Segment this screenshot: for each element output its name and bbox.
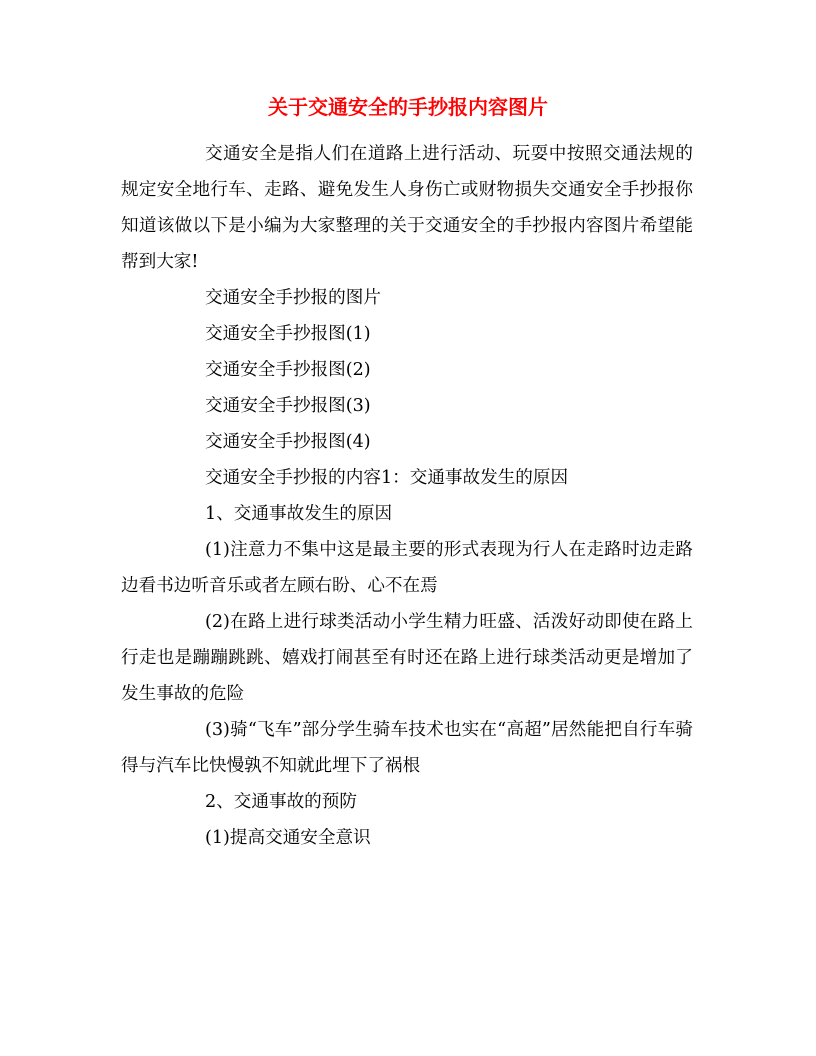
document-title: 关于交通安全的手抄报内容图片 (268, 95, 548, 119)
paragraph-cause-1: (1)注意力不集中这是最主要的形式表现为行人在走路时边走路边看书边听音乐或者左顾右盼、心不在焉 (121, 540, 693, 596)
paragraph-picture-2: 交通安全手抄报图(2) (205, 360, 371, 380)
paragraph-cause-3: (3)骑“飞车”部分学生骑车技术也实在“高超”居然能把自行车骑得与汽车比快慢孰不知就此埋下了祸根 (121, 720, 693, 776)
paragraph-picture-1: 交通安全手抄报图(1) (205, 324, 371, 344)
paragraph-prevention-1: (1)提高交通安全意识 (205, 828, 371, 848)
intro-paragraph: 交通安全是指人们在道路上进行活动、玩耍中按照交通法规的规定安全地行车、走路、避免发生人身伤亡或财物损失交通安全手抄报你知道该做以下是小编为大家整理的关于交通安全的手抄报内容图片希望能帮到大家! (121, 144, 693, 272)
paragraph-pictures-heading: 交通安全手抄报的图片 (205, 288, 381, 308)
paragraph-picture-3: 交通安全手抄报图(3) (205, 396, 371, 416)
paragraph-content-1: 交通安全手抄报的内容1：交通事故发生的原因 (205, 468, 569, 488)
section-heading-prevention: 2、交通事故的预防 (205, 792, 357, 812)
document-body (121, 136, 693, 856)
section-heading-causes: 1、交通事故发生的原因 (205, 504, 393, 524)
paragraph-picture-4: 交通安全手抄报图(4) (205, 432, 371, 452)
paragraph-cause-2: (2)在路上进行球类活动小学生精力旺盛、活泼好动即使在路上行走也是蹦蹦跳跳、嬉戏打闹甚至有时还在路上进行球类活动更是增加了发生事故的危险 (121, 612, 693, 704)
